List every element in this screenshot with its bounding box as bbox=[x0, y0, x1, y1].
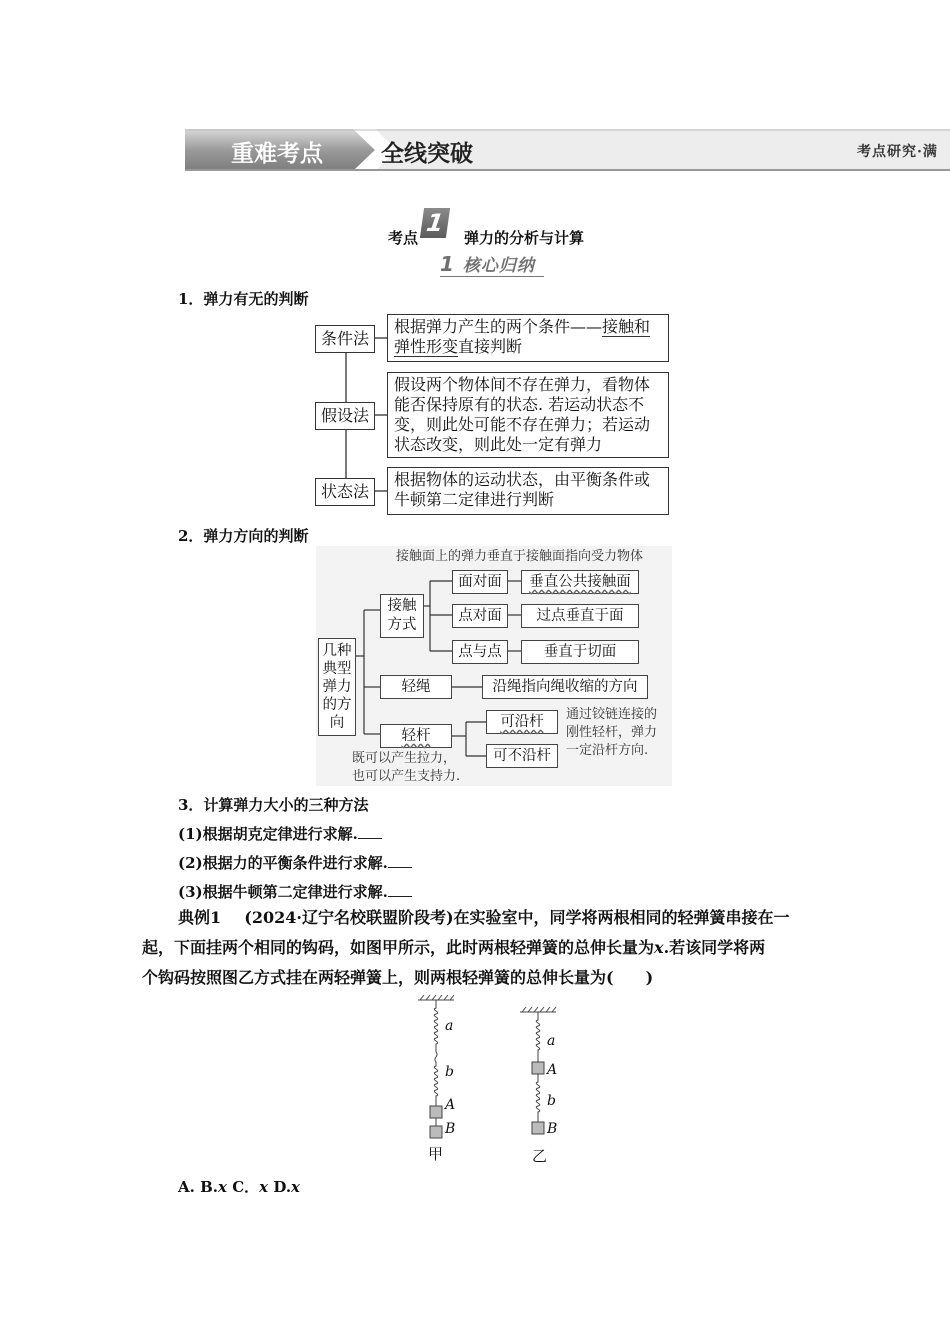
rod-note-2: 也可以产生支持力. bbox=[352, 769, 461, 784]
cond-text-c: 弹性形变 bbox=[394, 337, 459, 356]
rope-label: 轻绳 bbox=[401, 679, 431, 695]
section-prefix: 考点 bbox=[388, 229, 419, 247]
cond-text-a: 根据弹力产生的两个条件—— bbox=[394, 317, 603, 336]
spring-b-jia bbox=[434, 1052, 437, 1106]
part2-heading: 2．弹力方向的判断 bbox=[178, 527, 309, 545]
option-b-value: x bbox=[218, 1178, 227, 1196]
contact-box bbox=[380, 594, 424, 638]
method-state-label: 状态法 bbox=[320, 482, 369, 501]
example-line-2b: .若该同学将两 bbox=[663, 938, 766, 957]
spring-a-yi bbox=[536, 1012, 539, 1062]
rope-dir-box bbox=[482, 675, 648, 699]
state-line-2: 牛顿第二定律进行判断 bbox=[394, 490, 555, 509]
surface-box bbox=[452, 570, 508, 594]
rod-note-1: 既可以产生拉力， bbox=[352, 751, 457, 766]
blank-1 bbox=[358, 826, 382, 839]
method-item-3-text: (3)根据牛顿第二定律进行求解. bbox=[178, 883, 388, 901]
option-a[interactable]: A. bbox=[178, 1178, 195, 1196]
example-question bbox=[142, 903, 832, 993]
hinge-note bbox=[566, 706, 657, 760]
spring-a-jia bbox=[434, 1000, 437, 1052]
label-B-jia: B bbox=[445, 1121, 456, 1137]
section-title: 弹力的分析与计算 bbox=[464, 229, 585, 247]
header-banner bbox=[185, 129, 950, 171]
method-hypothesis-label: 假设法 bbox=[320, 406, 369, 425]
point-point-label: 点与点 bbox=[458, 644, 502, 660]
point-point-dir-box bbox=[521, 640, 639, 664]
blank-3 bbox=[388, 884, 412, 897]
label-B-yi: B bbox=[547, 1121, 558, 1137]
example-line-1: 在实验室中，同学将两根相同的轻弹簧串接在一 bbox=[453, 908, 790, 927]
label-b-yi: b bbox=[547, 1093, 556, 1109]
mass-B-yi bbox=[532, 1122, 544, 1134]
surface-dir-label: 垂直公共接触面 bbox=[529, 574, 631, 590]
point-point-dir-label: 垂直于切面 bbox=[543, 644, 617, 660]
example-label: 典例1 bbox=[178, 908, 222, 927]
surface-dir-box bbox=[521, 570, 639, 594]
option-c[interactable]: C． bbox=[232, 1178, 260, 1196]
ceiling-jia bbox=[418, 995, 454, 1000]
subhead bbox=[440, 251, 544, 277]
method-state bbox=[315, 478, 375, 506]
example-line-2: 起，下面挂两个相同的钩码，如图甲所示，此时两根轻弹簧的总伸长量为 bbox=[142, 938, 655, 957]
banner-mid-label: 全线突破 bbox=[381, 141, 473, 167]
method-item-1 bbox=[178, 823, 382, 844]
point-surface-box bbox=[452, 604, 508, 628]
subhead-text: 核心归纳 bbox=[462, 256, 535, 276]
blank-2 bbox=[388, 855, 412, 868]
section-number: 1 bbox=[420, 208, 450, 238]
method-hypothesis bbox=[315, 402, 375, 430]
method-item-3 bbox=[178, 881, 412, 902]
caption-yi: 乙 bbox=[532, 1147, 548, 1165]
rod-along-label: 可沿杆 bbox=[500, 714, 544, 730]
method-condition-label: 条件法 bbox=[320, 329, 369, 348]
example-var-x: x bbox=[654, 938, 664, 957]
label-b-jia: b bbox=[445, 1064, 454, 1080]
example-source: (2024·辽宁名校联盟阶段考) bbox=[244, 908, 454, 927]
option-d-value: x bbox=[291, 1178, 300, 1196]
cond-text-b: 接触和 bbox=[602, 317, 651, 336]
rod-label: 轻杆 bbox=[401, 728, 431, 744]
subhead-number: 1 bbox=[440, 252, 455, 276]
hyp-line-1: 假设两个物体间不存在弹力，看物体 bbox=[394, 375, 651, 394]
rod-note bbox=[352, 750, 460, 786]
method-state-desc bbox=[387, 467, 669, 515]
method-item-2-text: (2)根据力的平衡条件进行求解. bbox=[178, 854, 388, 872]
point-point-box bbox=[452, 640, 508, 664]
point-surface-dir-box bbox=[521, 604, 639, 628]
rod-not-label: 可不沿杆 bbox=[493, 748, 551, 764]
hyp-line-2: 能否保持原有的状态. 若运动状态不 bbox=[394, 395, 645, 414]
hinge-note-2: 刚性轻杆，弹力 bbox=[566, 725, 658, 740]
rod-along-box bbox=[486, 710, 558, 734]
method-hypothesis-desc bbox=[387, 372, 669, 458]
banner-right-label: 考点研究·满 bbox=[857, 144, 938, 160]
point-surface-dir-label: 过点垂直于面 bbox=[536, 608, 624, 624]
root-label: 几种典型弹力的方向 bbox=[322, 643, 352, 731]
mass-A-yi bbox=[532, 1062, 544, 1074]
example-line-3: 个钩码按照图乙方式挂在两轻弹簧上，则两根轻弹簧的总伸长量为( ) bbox=[142, 968, 654, 987]
hyp-line-3: 变，则此处可能不存在弹力；若运动 bbox=[394, 415, 651, 434]
option-b[interactable]: B. bbox=[200, 1178, 219, 1196]
banner-left-label: 重难考点 bbox=[231, 141, 323, 167]
mass-B-jia bbox=[430, 1126, 442, 1138]
label-A-yi: A bbox=[547, 1062, 558, 1078]
label-a-jia: a bbox=[445, 1018, 454, 1034]
hinge-note-3: 一定沿杆方向. bbox=[566, 743, 649, 758]
caption-jia: 甲 bbox=[428, 1145, 444, 1163]
contact-label: 接触方式 bbox=[387, 598, 417, 633]
ceiling-yi bbox=[520, 1007, 556, 1012]
label-A-jia: A bbox=[445, 1097, 456, 1113]
method-item-2 bbox=[178, 852, 412, 873]
part1-heading: 1．弹力有无的判断 bbox=[178, 290, 309, 308]
rod-box bbox=[380, 724, 452, 748]
method-item-1-text: (1)根据胡克定律进行求解. bbox=[178, 825, 358, 843]
top-note: 接触面上的弹力垂直于接触面指向受力物体 bbox=[396, 549, 644, 564]
method-condition bbox=[315, 325, 375, 353]
rope-dir-label: 沿绳指向绳收缩的方向 bbox=[492, 679, 638, 695]
option-c-value: x bbox=[259, 1178, 269, 1196]
spring-b-yi bbox=[536, 1074, 539, 1122]
answer-options bbox=[178, 1176, 300, 1197]
option-d[interactable]: D. bbox=[273, 1178, 292, 1196]
state-line-1: 根据物体的运动状态，由平衡条件或 bbox=[394, 470, 651, 489]
mass-A-jia bbox=[430, 1106, 442, 1118]
surface-label: 面对面 bbox=[458, 574, 502, 590]
rod-not-box bbox=[486, 744, 558, 768]
cond-text-d: 直接判断 bbox=[458, 337, 523, 356]
root-box bbox=[318, 638, 356, 736]
hyp-line-4: 状态改变，则此处一定有弹力 bbox=[394, 435, 603, 454]
rope-box bbox=[380, 675, 452, 699]
label-a-yi: a bbox=[547, 1033, 556, 1049]
hinge-note-1: 通过铰链连接的 bbox=[566, 707, 658, 722]
point-surface-label: 点对面 bbox=[458, 608, 502, 624]
method-condition-desc bbox=[387, 314, 669, 362]
part3-heading: 3．计算弹力大小的三种方法 bbox=[178, 796, 369, 814]
